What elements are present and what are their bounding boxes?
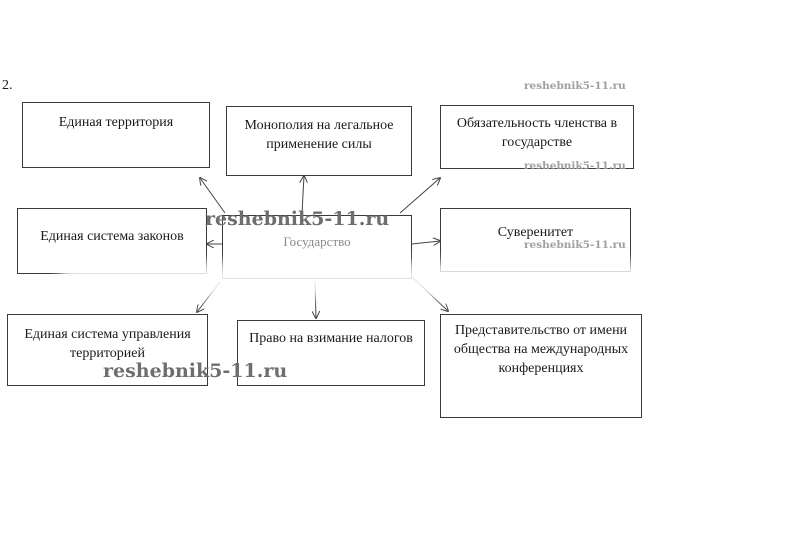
- obscuring-band: [60, 262, 680, 298]
- box-monopoly: Монополия на легальное применение силы: [226, 106, 412, 176]
- watermark-membership: reshebnik5-11.ru: [524, 160, 626, 172]
- arrow-to-membership: [400, 178, 440, 213]
- box-sovereignty: Суверенитет: [440, 208, 631, 272]
- box-management: Единая система управления территорией: [7, 314, 208, 386]
- watermark-top: reshebnik5-11.ru: [524, 80, 626, 92]
- box-membership: Обязательность членства в государстве: [440, 105, 634, 169]
- watermark-center: reshebnik5-11.ru: [205, 208, 390, 230]
- watermark-sovereignty: reshebnik5-11.ru: [524, 239, 626, 251]
- watermark-bottom: reshebnik5-11.ru: [103, 360, 288, 382]
- task-number: 2.: [2, 78, 13, 93]
- box-territory: Единая территория: [22, 102, 210, 168]
- box-laws: Единая система законов: [17, 208, 207, 274]
- box-representation: Представительство от имени общества на международных конференциях: [440, 314, 642, 418]
- box-taxes: Право на взимание налогов: [237, 320, 425, 386]
- box-state: Государство: [222, 215, 412, 279]
- arrow-to-sovereignty: [412, 241, 440, 244]
